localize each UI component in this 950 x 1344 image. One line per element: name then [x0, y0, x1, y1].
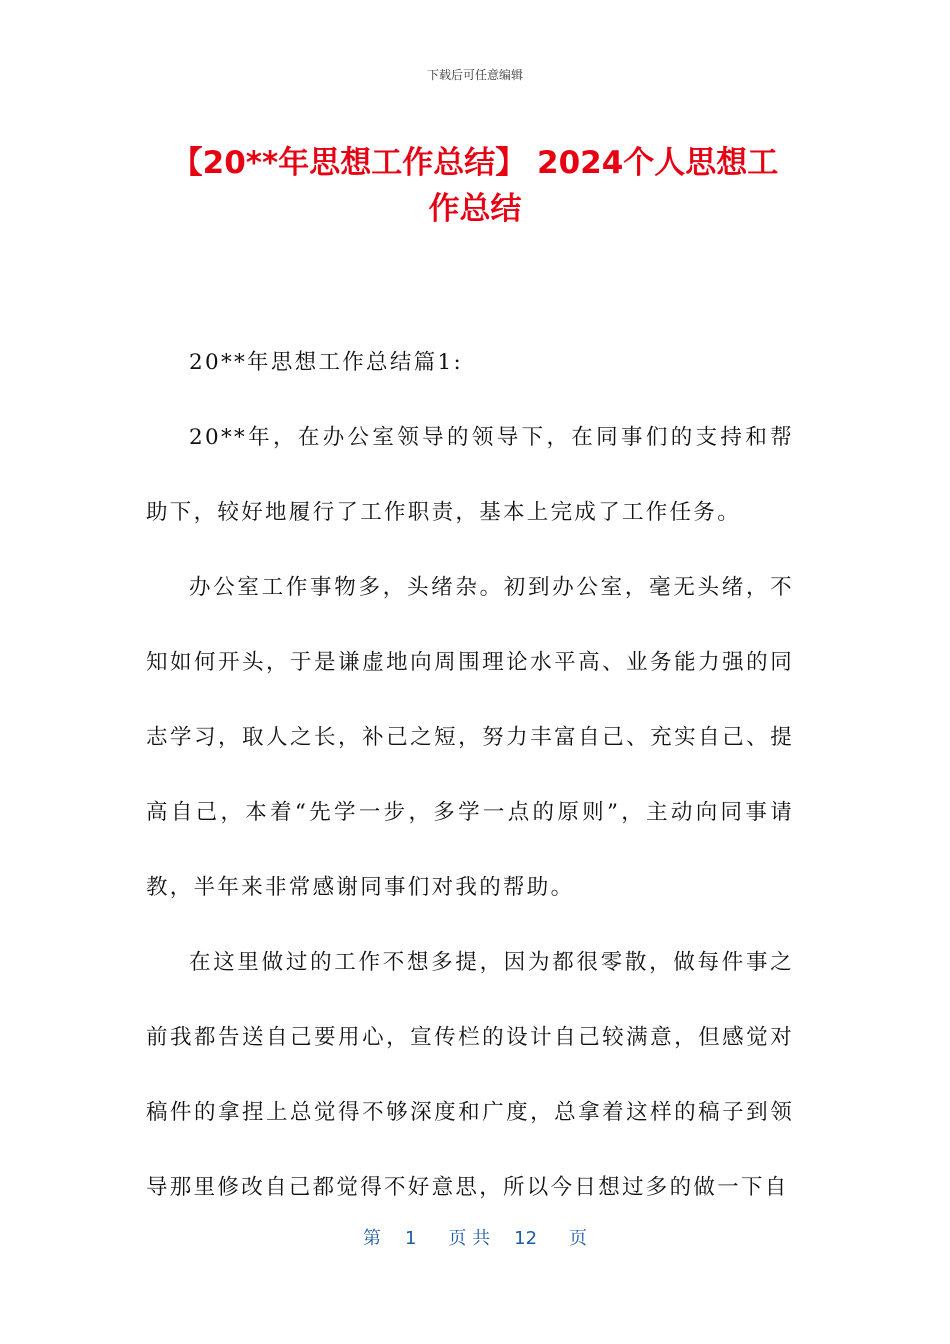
- body-paragraph: 办公室工作事物多，头绪杂。初到办公室，毫无头绪，不知如何开头，于是谦虚地向周围理论水平高、业务能力强的同志学习，取人之长，补己之短，努力丰富自己、充实自己、提高自己，本着“先学一步，多学一点的原则”，主动向同事请教，半年来非常感谢同事们对我的帮助。: [146, 575, 794, 900]
- page-header-note: 下载后可任意编辑: [426, 68, 523, 82]
- document-body: [146, 325, 794, 1225]
- document-title-line-2: 作总结: [428, 191, 522, 227]
- body-paragraph: 在这里做过的工作不想多提，因为都很零散，做每件事之前我都告送自己要用心，宣传栏的设计自己较满意，但感觉对稿件的拿捏上总觉得不够深度和广度，总拿着这样的稿子到领导那里修改自己都觉得不好意思，所以今日想过多的做一下自: [146, 950, 794, 1200]
- footer-prefix: 第: [362, 1228, 381, 1249]
- document-title-line-1: 【20**年思想工作总结】 2024个人思想工: [171, 145, 779, 181]
- document-title: [120, 140, 830, 232]
- footer-middle: 页 共: [448, 1228, 491, 1249]
- footer-suffix: 页: [569, 1228, 588, 1249]
- total-page-count: 12: [514, 1228, 538, 1249]
- current-page-number: 1: [404, 1228, 417, 1249]
- section-heading: 20**年思想工作总结篇1:: [189, 350, 463, 375]
- page-footer: [0, 1226, 950, 1252]
- body-paragraph: 20**年，在办公室领导的领导下，在同事们的支持和帮助下，较好地履行了工作职责，基本上完成了工作任务。: [146, 425, 794, 525]
